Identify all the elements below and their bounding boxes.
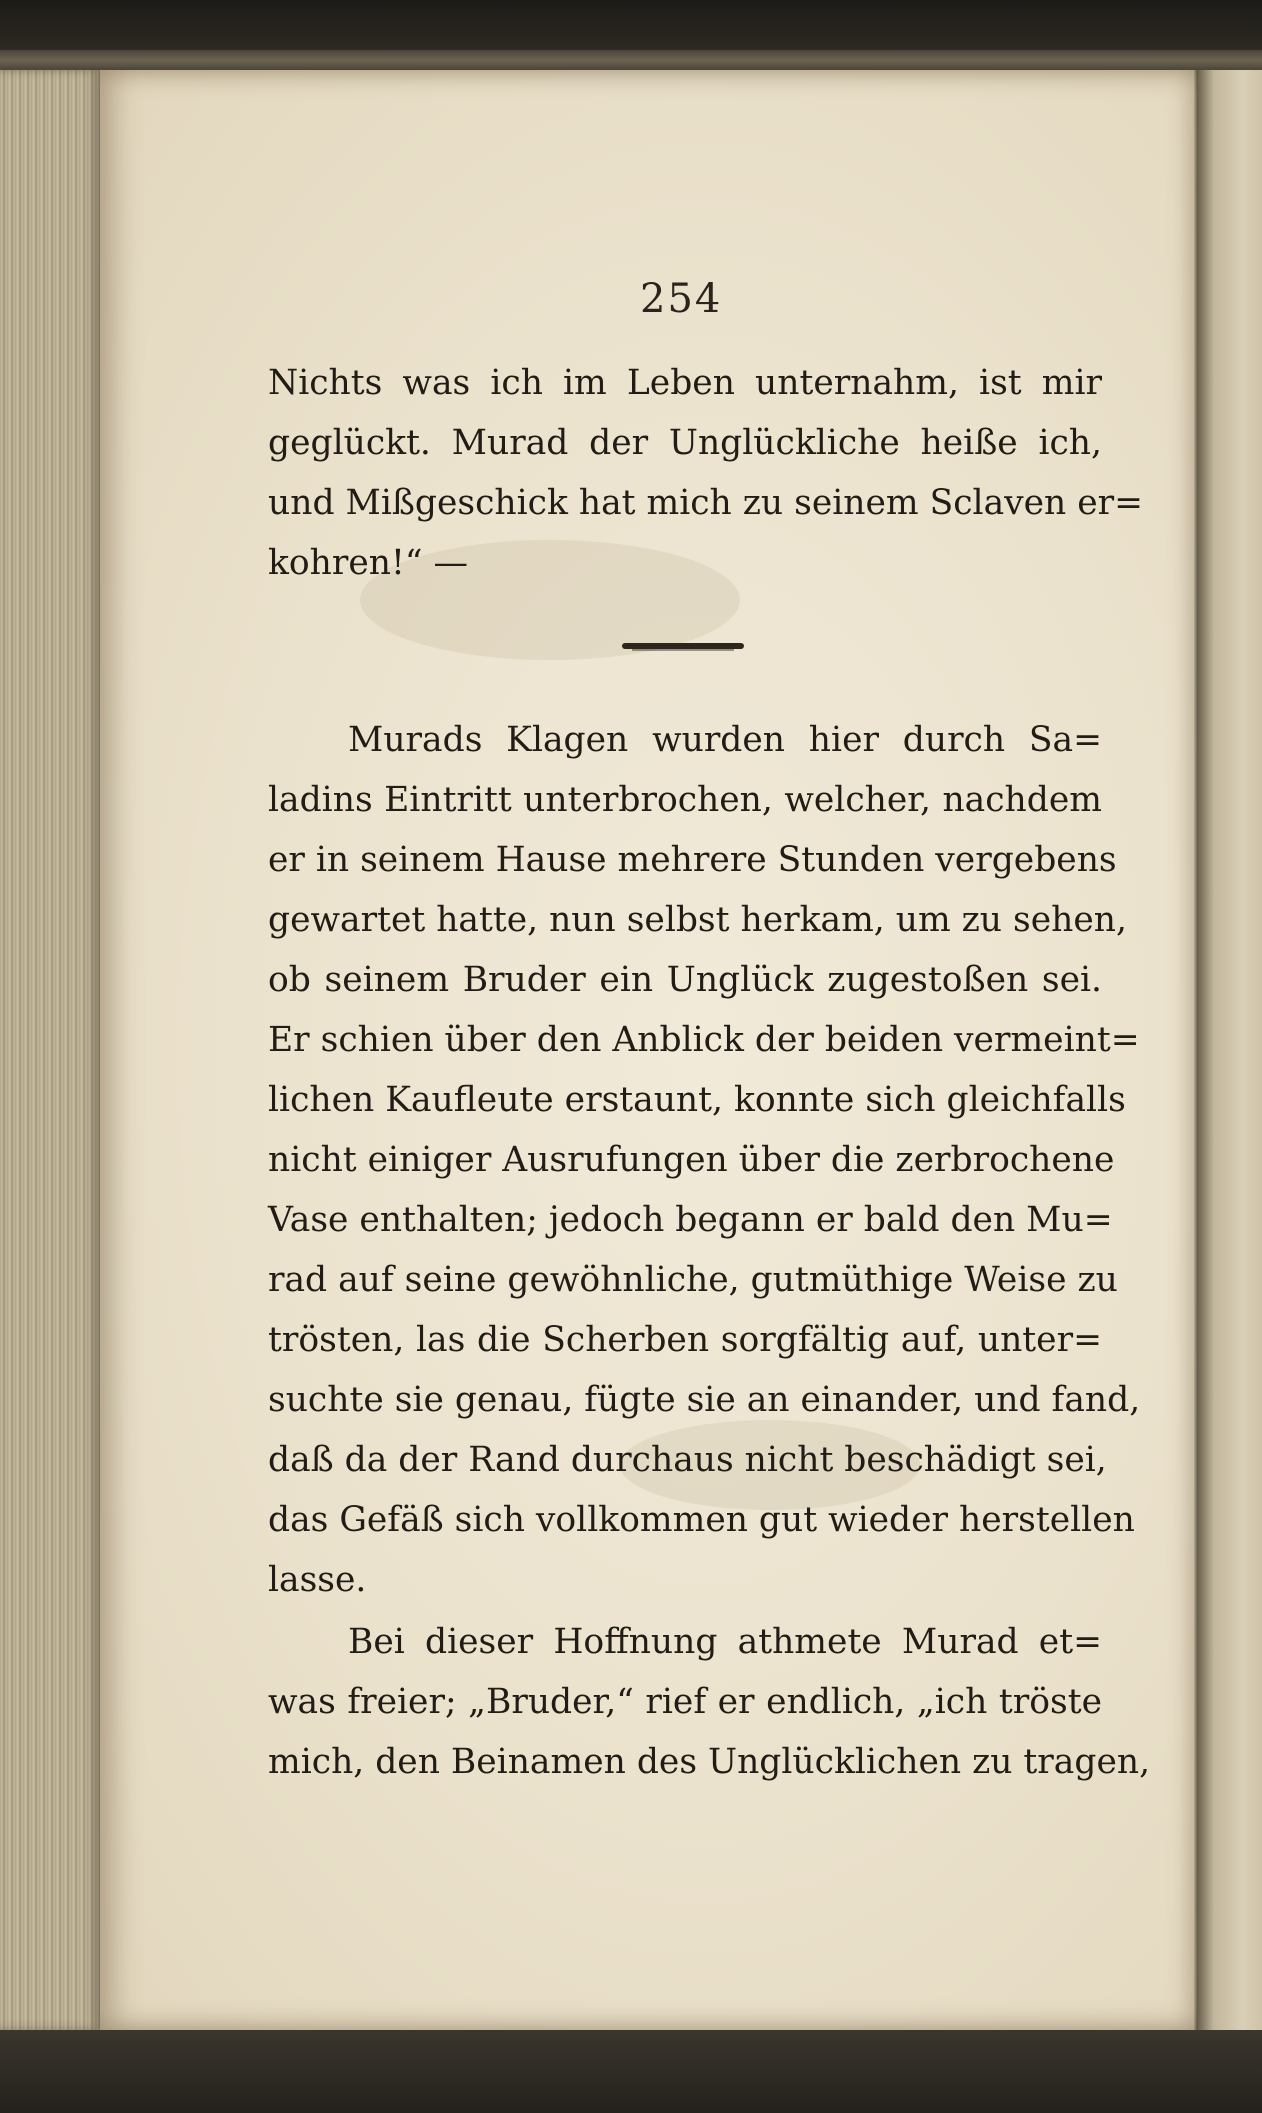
text-line: mich, den Beinamen des Unglücklichen zu tragen, bbox=[268, 1742, 1151, 1782]
text-line: geglückt. Murad der Unglückliche heiße ich, bbox=[268, 423, 1102, 463]
paragraph-murad-speech bbox=[268, 353, 1144, 593]
page-edges-left bbox=[0, 70, 100, 2030]
text-line: lichen Kaufleute erstaunt, konnte sich gleichfalls bbox=[268, 1080, 1126, 1120]
text-line: Er schien über den Anblick der beiden vermeint= bbox=[268, 1020, 1140, 1060]
text-line: lasse. bbox=[268, 1560, 367, 1600]
text-line: kohren!“ — bbox=[268, 543, 468, 583]
book-bottom-edge bbox=[0, 2030, 1262, 2113]
text-line: Murads Klagen wurden hier durch Sa= bbox=[348, 720, 1102, 760]
text-line: Bei dieser Hoffnung athmete Murad et= bbox=[348, 1622, 1102, 1662]
text-line: und Mißgeschick hat mich zu seinem Sclaven er= bbox=[268, 483, 1144, 523]
text-line: nicht einiger Ausrufungen über die zerbrochene bbox=[268, 1140, 1115, 1180]
section-divider bbox=[622, 643, 744, 649]
paragraph-saladin-arrives bbox=[268, 710, 1141, 1610]
book-top-edge bbox=[0, 0, 1262, 78]
page-number: 254 bbox=[640, 276, 723, 322]
binding-strip bbox=[0, 50, 1262, 70]
text-line: das Gefäß sich vollkommen gut wieder herstellen bbox=[268, 1500, 1135, 1540]
text-line: rad auf seine gewöhnliche, gutmüthige Weise zu bbox=[268, 1260, 1118, 1300]
text-line: trösten, las die Scherben sorgfältig auf, unter= bbox=[268, 1320, 1102, 1360]
text-line: daß da der Rand durchaus nicht beschädigt sei, bbox=[268, 1440, 1107, 1480]
text-line: Vase enthalten; jedoch begann er bald den Mu= bbox=[268, 1200, 1113, 1240]
text-line: was freier; „Bruder,“ rief er endlich, „ich tröste bbox=[268, 1682, 1102, 1722]
text-line: ob seinem Bruder ein Unglück zugestoßen sei. bbox=[268, 960, 1102, 1000]
text-line: ladins Eintritt unterbrochen, welcher, nachdem bbox=[268, 780, 1102, 820]
text-line: suchte sie genau, fügte sie an einander, und fand, bbox=[268, 1380, 1141, 1420]
paragraph-hope bbox=[268, 1612, 1151, 1792]
text-line: gewartet hatte, nun selbst herkam, um zu sehen, bbox=[268, 900, 1127, 940]
text-line: Nichts was ich im Leben unternahm, ist mir bbox=[268, 363, 1102, 403]
text-line: er in seinem Hause mehrere Stunden vergebens bbox=[268, 840, 1117, 880]
next-page-edge bbox=[1198, 70, 1262, 2050]
